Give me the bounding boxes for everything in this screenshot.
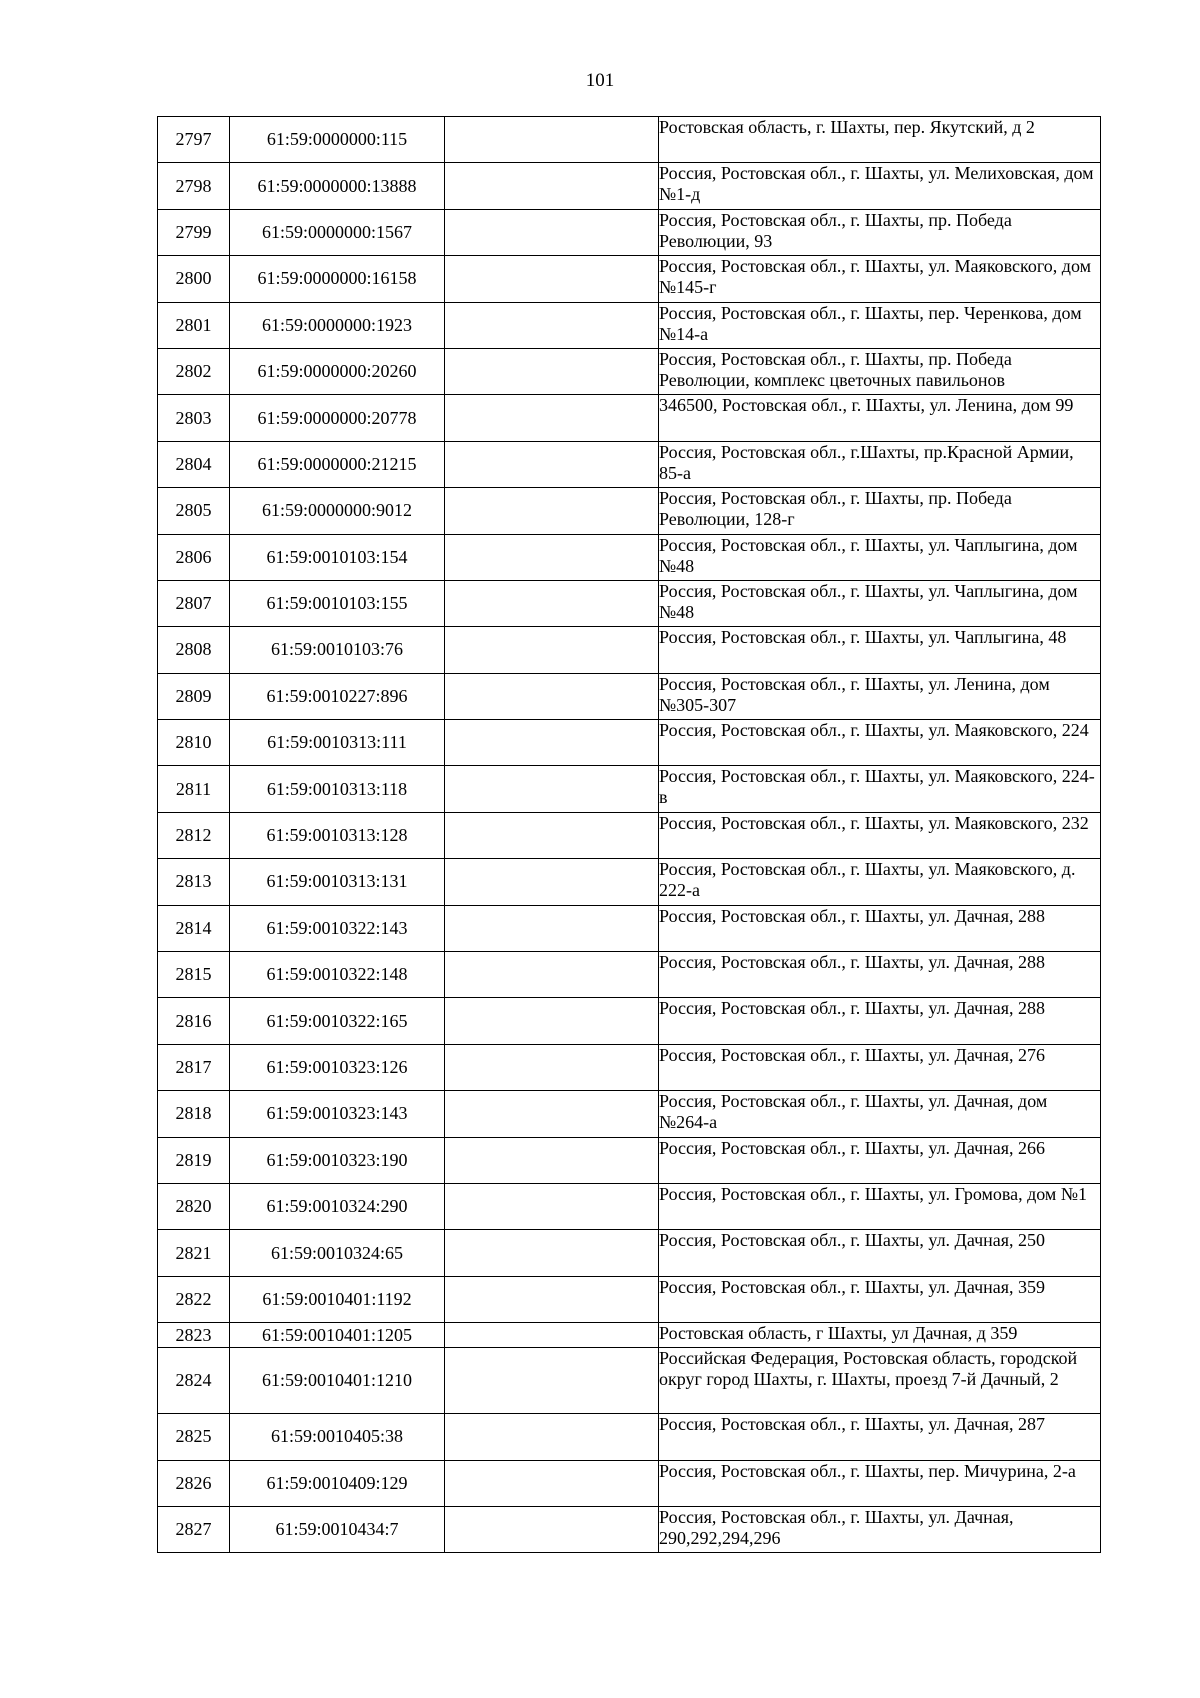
address-cell: Россия, Ростовская обл., г. Шахты, ул. Дачная, 290,292,294,296 (659, 1506, 1101, 1552)
row-number-cell: 2806 (158, 534, 230, 580)
address-cell: Россия, Ростовская обл., г. Шахты, ул. Дачная, 359 (659, 1276, 1101, 1322)
address-cell: Россия, Ростовская обл., г. Шахты, ул. Дачная, дом №264-а (659, 1091, 1101, 1137)
empty-cell (445, 1460, 659, 1506)
table-row (158, 673, 1101, 719)
empty-cell (445, 1323, 659, 1348)
empty-cell (445, 905, 659, 951)
address-cell: Россия, Ростовская обл., г. Шахты, ул. Дачная, 288 (659, 998, 1101, 1044)
row-number-cell: 2807 (158, 580, 230, 626)
address-cell: 346500, Ростовская обл., г. Шахты, ул. Ленина, дом 99 (659, 395, 1101, 441)
empty-cell (445, 720, 659, 766)
row-number-cell: 2827 (158, 1506, 230, 1552)
cadastral-number-cell: 61:59:0010322:165 (230, 998, 445, 1044)
row-number-cell: 2809 (158, 673, 230, 719)
page-number: 101 (585, 70, 615, 91)
cadastral-number-cell: 61:59:0010103:155 (230, 580, 445, 626)
address-cell: Россия, Ростовская обл., г. Шахты, ул. Ленина, дом №305-307 (659, 673, 1101, 719)
cadastral-number-cell: 61:59:0000000:20260 (230, 348, 445, 394)
empty-cell (445, 1183, 659, 1229)
cadastral-number-cell: 61:59:0010103:76 (230, 627, 445, 673)
empty-cell (445, 348, 659, 394)
row-number-cell: 2816 (158, 998, 230, 1044)
address-cell: Россия, Ростовская обл., г.Шахты, пр.Красной Армии, 85-а (659, 441, 1101, 487)
empty-cell (445, 998, 659, 1044)
address-cell: Россия, Ростовская обл., г. Шахты, пер. Мичурина, 2-а (659, 1460, 1101, 1506)
table-row (158, 1348, 1101, 1414)
table-row (158, 812, 1101, 858)
row-number-cell: 2824 (158, 1348, 230, 1414)
table-row (158, 952, 1101, 998)
empty-cell (445, 1348, 659, 1414)
cadastral-number-cell: 61:59:0010103:154 (230, 534, 445, 580)
cadastral-number-cell: 61:59:0000000:13888 (230, 163, 445, 209)
empty-cell (445, 580, 659, 626)
table-row (158, 1044, 1101, 1090)
row-number-cell: 2813 (158, 859, 230, 905)
address-cell: Россия, Ростовская обл., г. Шахты, ул. Маяковского, д. 222-а (659, 859, 1101, 905)
address-cell: Россия, Ростовская обл., г. Шахты, ул. Чаплыгина, дом №48 (659, 534, 1101, 580)
table-row (158, 209, 1101, 255)
cadastral-number-cell: 61:59:0010324:290 (230, 1183, 445, 1229)
address-cell: Россия, Ростовская обл., г. Шахты, пр. Победа Революции, комплекс цветочных павильонов (659, 348, 1101, 394)
row-number-cell: 2814 (158, 905, 230, 951)
row-number-cell: 2812 (158, 812, 230, 858)
table-row (158, 1091, 1101, 1137)
address-cell: Россия, Ростовская обл., г. Шахты, ул. Громова, дом №1 (659, 1183, 1101, 1229)
empty-cell (445, 766, 659, 812)
cadastral-number-cell: 61:59:0010409:129 (230, 1460, 445, 1506)
empty-cell (445, 117, 659, 163)
address-cell: Россия, Ростовская обл., г. Шахты, ул. Дачная, 287 (659, 1414, 1101, 1460)
table-row (158, 348, 1101, 394)
cadastral-number-cell: 61:59:0010227:896 (230, 673, 445, 719)
empty-cell (445, 1230, 659, 1276)
table-row (158, 1506, 1101, 1552)
row-number-cell: 2819 (158, 1137, 230, 1183)
row-number-cell: 2817 (158, 1044, 230, 1090)
address-cell: Россия, Ростовская обл., г. Шахты, ул. Маяковского, дом №145-г (659, 256, 1101, 302)
address-cell: Россия, Ростовская обл., г. Шахты, ул. Дачная, 288 (659, 952, 1101, 998)
row-number-cell: 2811 (158, 766, 230, 812)
row-number-cell: 2801 (158, 302, 230, 348)
cadastral-number-cell: 61:59:0010313:111 (230, 720, 445, 766)
address-cell: Россия, Ростовская обл., г. Шахты, ул. Дачная, 266 (659, 1137, 1101, 1183)
cadastral-number-cell: 61:59:0010324:65 (230, 1230, 445, 1276)
empty-cell (445, 209, 659, 255)
table-row (158, 998, 1101, 1044)
row-number-cell: 2805 (158, 488, 230, 534)
cadastral-number-cell: 61:59:0000000:9012 (230, 488, 445, 534)
cadastral-number-cell: 61:59:0010322:148 (230, 952, 445, 998)
cadastral-number-cell: 61:59:0010323:190 (230, 1137, 445, 1183)
empty-cell (445, 673, 659, 719)
address-cell: Россия, Ростовская обл., г. Шахты, ул. Маяковского, 224 (659, 720, 1101, 766)
cadastral-number-cell: 61:59:0000000:1923 (230, 302, 445, 348)
cadastral-number-cell: 61:59:0010434:7 (230, 1506, 445, 1552)
empty-cell (445, 1414, 659, 1460)
table-row (158, 859, 1101, 905)
table-row (158, 1323, 1101, 1348)
table-row (158, 488, 1101, 534)
address-cell: Россия, Ростовская обл., г. Шахты, ул. Дачная, 250 (659, 1230, 1101, 1276)
table-row (158, 1183, 1101, 1229)
cadastral-number-cell: 61:59:0010313:118 (230, 766, 445, 812)
table-row (158, 720, 1101, 766)
table-row (158, 1414, 1101, 1460)
empty-cell (445, 952, 659, 998)
address-cell: Россия, Ростовская обл., г. Шахты, ул. Чаплыгина, дом №48 (659, 580, 1101, 626)
empty-cell (445, 1091, 659, 1137)
table-row (158, 534, 1101, 580)
empty-cell (445, 1506, 659, 1552)
address-cell: Россия, Ростовская обл., г. Шахты, ул. Маяковского, 232 (659, 812, 1101, 858)
address-cell: Россия, Ростовская обл., г. Шахты, пр. Победа Революции, 128-г (659, 488, 1101, 534)
empty-cell (445, 627, 659, 673)
empty-cell (445, 1137, 659, 1183)
empty-cell (445, 1276, 659, 1322)
table-row (158, 905, 1101, 951)
address-cell: Россия, Ростовская обл., г. Шахты, ул. Дачная, 288 (659, 905, 1101, 951)
row-number-cell: 2822 (158, 1276, 230, 1322)
row-number-cell: 2826 (158, 1460, 230, 1506)
table-row (158, 1137, 1101, 1183)
row-number-cell: 2804 (158, 441, 230, 487)
table-row (158, 395, 1101, 441)
row-number-cell: 2821 (158, 1230, 230, 1276)
cadastral-number-cell: 61:59:0010401:1210 (230, 1348, 445, 1414)
empty-cell (445, 163, 659, 209)
address-cell: Россия, Ростовская обл., г. Шахты, ул. Дачная, 276 (659, 1044, 1101, 1090)
address-cell: Россия, Ростовская обл., г. Шахты, пр. Победа Революции, 93 (659, 209, 1101, 255)
table-row (158, 256, 1101, 302)
table-row (158, 1460, 1101, 1506)
empty-cell (445, 256, 659, 302)
empty-cell (445, 812, 659, 858)
empty-cell (445, 534, 659, 580)
row-number-cell: 2810 (158, 720, 230, 766)
row-number-cell: 2815 (158, 952, 230, 998)
land-plots-table (157, 116, 1101, 1553)
table-row (158, 766, 1101, 812)
row-number-cell: 2800 (158, 256, 230, 302)
cadastral-number-cell: 61:59:0010401:1192 (230, 1276, 445, 1322)
cadastral-number-cell: 61:59:0010323:143 (230, 1091, 445, 1137)
row-number-cell: 2799 (158, 209, 230, 255)
cadastral-number-cell: 61:59:0010313:131 (230, 859, 445, 905)
table-row (158, 580, 1101, 626)
table-row (158, 441, 1101, 487)
empty-cell (445, 859, 659, 905)
cadastral-number-cell: 61:59:0000000:21215 (230, 441, 445, 487)
empty-cell (445, 488, 659, 534)
empty-cell (445, 395, 659, 441)
cadastral-number-cell: 61:59:0010313:128 (230, 812, 445, 858)
address-cell: Россия, Ростовская обл., г. Шахты, ул. Маяковского, 224-в (659, 766, 1101, 812)
cadastral-number-cell: 61:59:0000000:1567 (230, 209, 445, 255)
empty-cell (445, 441, 659, 487)
row-number-cell: 2803 (158, 395, 230, 441)
row-number-cell: 2798 (158, 163, 230, 209)
cadastral-number-cell: 61:59:0010405:38 (230, 1414, 445, 1460)
cadastral-number-cell: 61:59:0000000:16158 (230, 256, 445, 302)
table-row (158, 627, 1101, 673)
address-cell: Российская Федерация, Ростовская область, городской округ город Шахты, г. Шахты, проезд 7-й Дачный, 2 (659, 1348, 1101, 1414)
address-cell: Россия, Ростовская обл., г. Шахты, ул. Мелиховская, дом №1-д (659, 163, 1101, 209)
row-number-cell: 2802 (158, 348, 230, 394)
row-number-cell: 2808 (158, 627, 230, 673)
address-cell: Ростовская область, г. Шахты, пер. Якутский, д 2 (659, 117, 1101, 163)
cadastral-number-cell: 61:59:0000000:20778 (230, 395, 445, 441)
table-row (158, 1230, 1101, 1276)
empty-cell (445, 302, 659, 348)
row-number-cell: 2818 (158, 1091, 230, 1137)
cadastral-number-cell: 61:59:0000000:115 (230, 117, 445, 163)
row-number-cell: 2823 (158, 1323, 230, 1348)
table-row (158, 302, 1101, 348)
address-cell: Россия, Ростовская обл., г. Шахты, ул. Чаплыгина, 48 (659, 627, 1101, 673)
table-row (158, 117, 1101, 163)
cadastral-number-cell: 61:59:0010322:143 (230, 905, 445, 951)
cadastral-number-cell: 61:59:0010323:126 (230, 1044, 445, 1090)
row-number-cell: 2825 (158, 1414, 230, 1460)
empty-cell (445, 1044, 659, 1090)
table-row (158, 1276, 1101, 1322)
address-cell: Россия, Ростовская обл., г. Шахты, пер. Черенкова, дом №14-а (659, 302, 1101, 348)
table-body (158, 117, 1101, 1553)
row-number-cell: 2797 (158, 117, 230, 163)
cadastral-number-cell: 61:59:0010401:1205 (230, 1323, 445, 1348)
address-cell: Ростовская область, г Шахты, ул Дачная, д 359 (659, 1323, 1101, 1348)
table-row (158, 163, 1101, 209)
row-number-cell: 2820 (158, 1183, 230, 1229)
